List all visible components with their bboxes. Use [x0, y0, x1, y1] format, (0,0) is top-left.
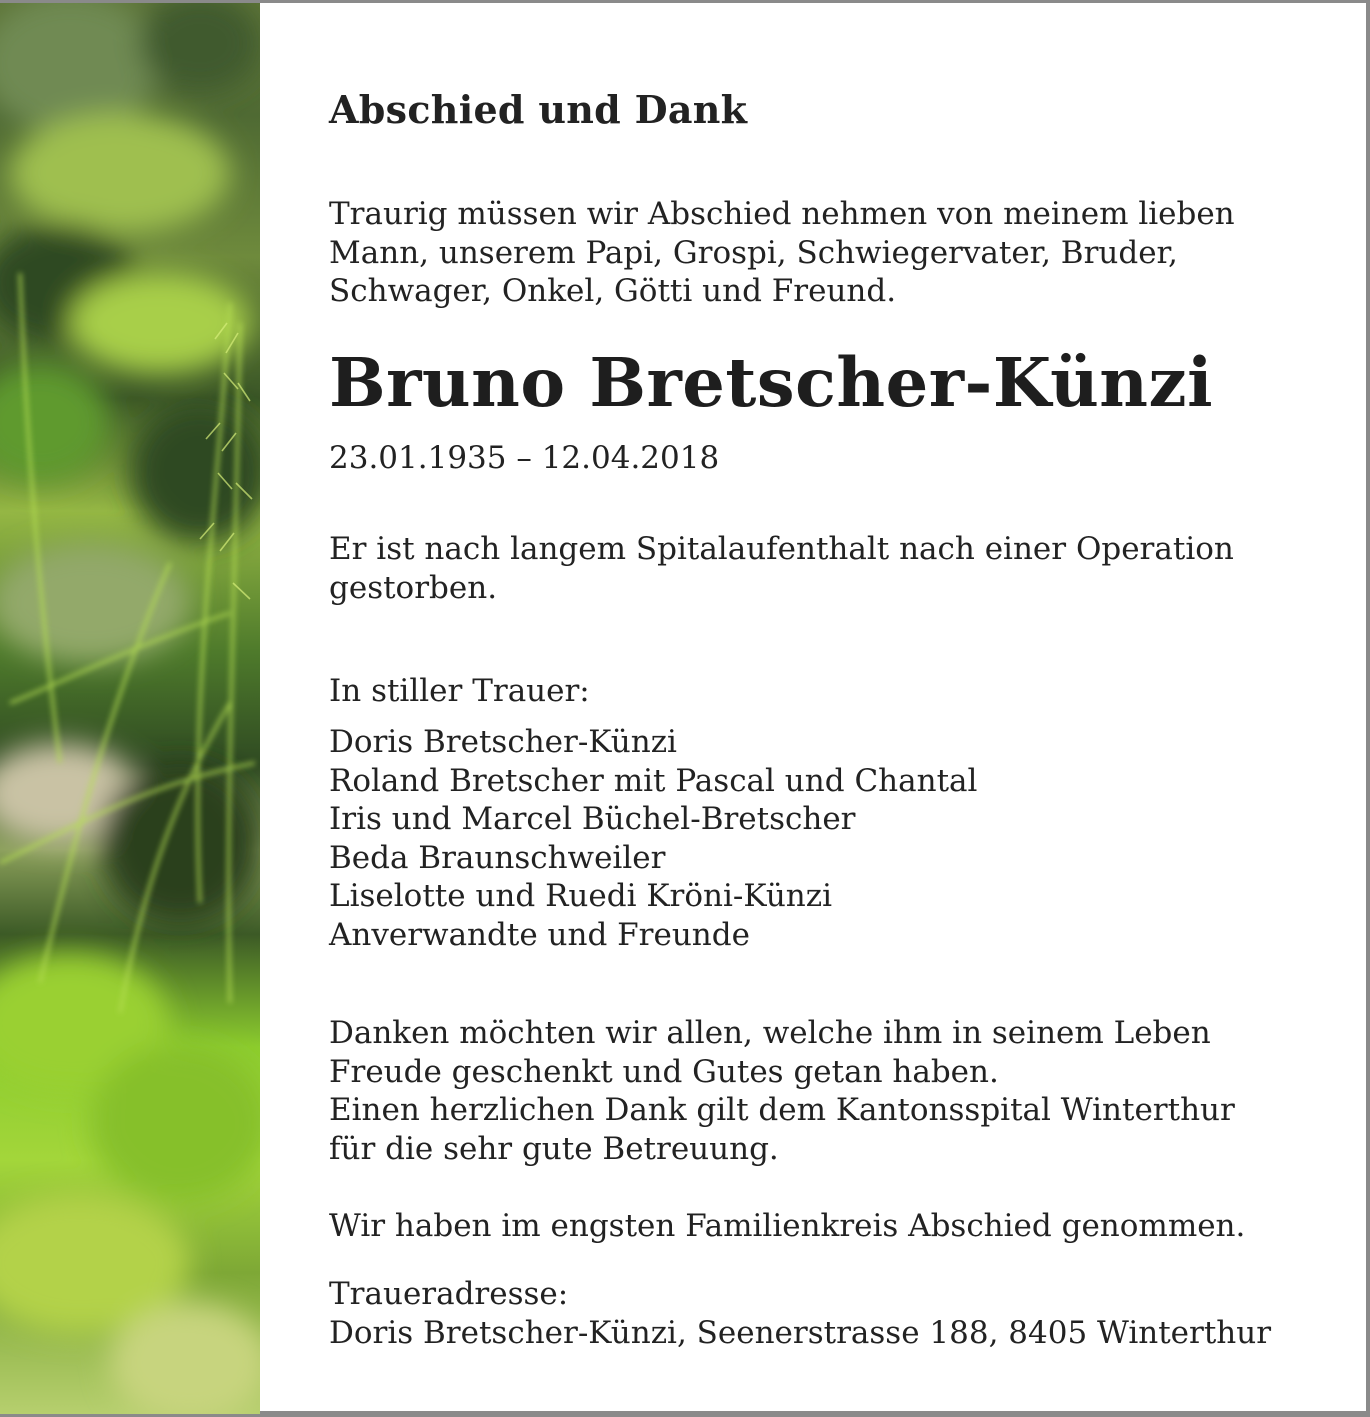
life-dates: 23.01.1935 – 12.04.2018: [329, 440, 720, 476]
deceased-name: Bruno Bretscher-Künzi: [329, 343, 1214, 422]
mourners-list: [329, 723, 977, 954]
address-label: Traueradresse:: [329, 1276, 569, 1312]
thanks-line: Danken möchten wir allen, welche ihm in seinem Leben: [329, 1015, 1211, 1051]
thanks-line: Freude geschenkt und Gutes getan haben.: [329, 1053, 999, 1090]
intro-paragraph: [329, 195, 1235, 311]
closing-line: Wir haben im engsten Familienkreis Abschied genommen.: [329, 1208, 1246, 1244]
mourning-label: In stiller Trauer:: [329, 673, 590, 709]
thanks-line: für die sehr gute Betreuung.: [329, 1130, 779, 1167]
intro-line: Traurig müssen wir Abschied nehmen von meinem lieben: [329, 196, 1235, 232]
thanks-paragraph: [329, 1014, 1235, 1168]
mourner-entry: Roland Bretscher mit Pascal und Chantal: [329, 762, 978, 799]
mourner-entry: Anverwandte und Freunde: [329, 916, 750, 953]
intro-line: Schwager, Onkel, Götti und Freund.: [329, 273, 897, 309]
address-block: [329, 1275, 1271, 1352]
mourner-entry: Beda Braunschweiler: [329, 839, 666, 876]
mourner-entry: Liselotte und Ruedi Kröni-Künzi: [329, 878, 832, 914]
grass-illustration: [0, 3, 260, 1414]
thanks-line: Einen herzlichen Dank gilt dem Kantonsspital Winterthur: [329, 1092, 1235, 1128]
mourner-entry: Iris und Marcel Büchel-Bretscher: [329, 801, 856, 837]
note-line: gestorben.: [329, 569, 498, 606]
mourner-entry: Doris Bretscher-Künzi: [329, 724, 677, 760]
grass-photo: [0, 3, 260, 1414]
note-line: Er ist nach langem Spitalaufenthalt nach einer Operation: [329, 531, 1234, 567]
notice-heading: Abschied und Dank: [329, 87, 748, 132]
intro-line: Mann, unserem Papi, Grospi, Schwiegervater, Bruder,: [329, 234, 1178, 271]
mourning-address: Doris Bretscher-Künzi, Seenerstrasse 188, 8405 Winterthur: [329, 1314, 1272, 1351]
death-note: [329, 530, 1234, 607]
